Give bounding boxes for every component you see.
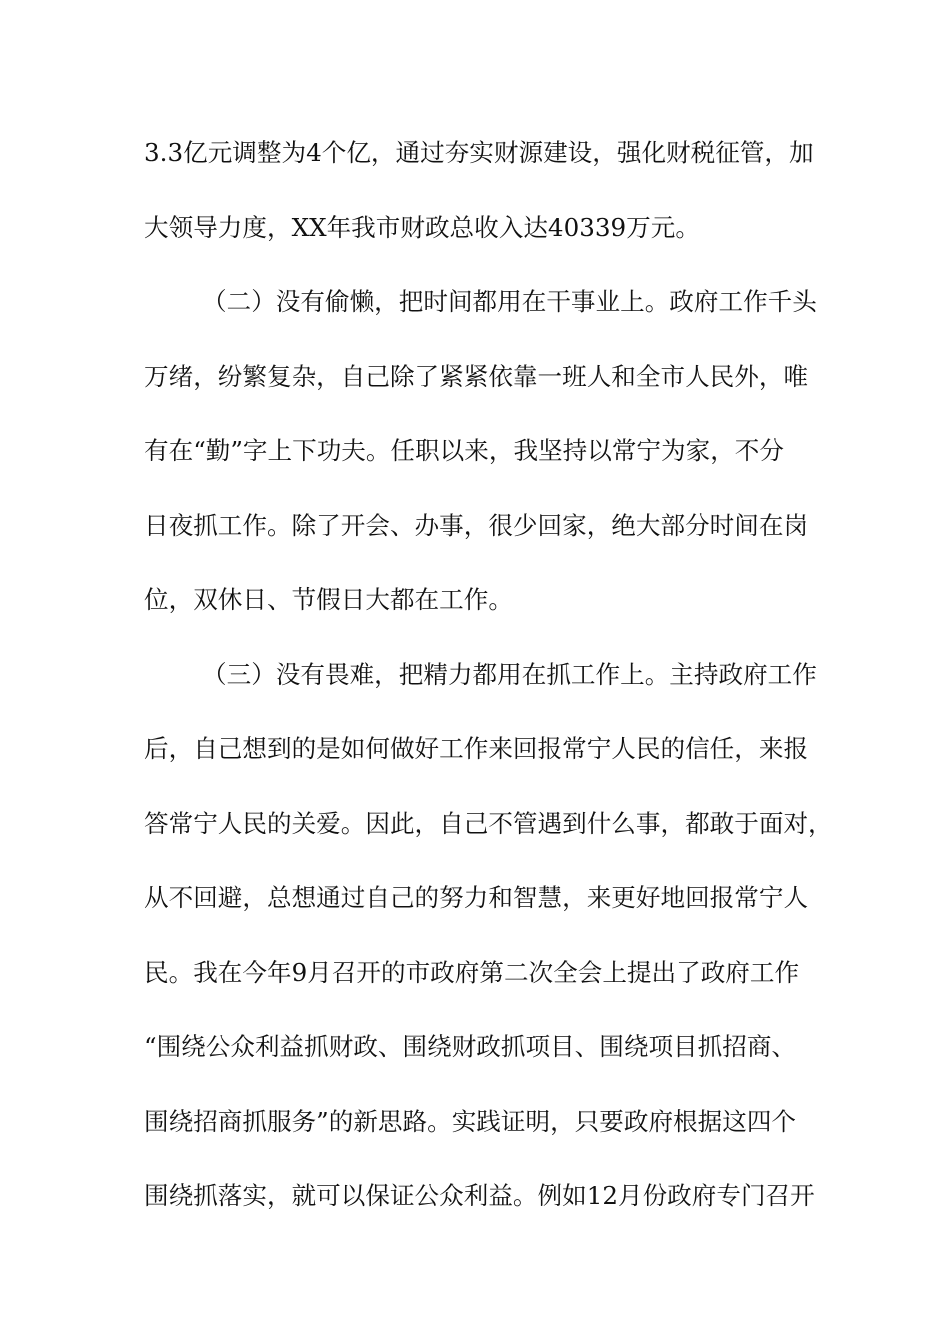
paragraph-start-line: （三）没有畏难，把精力都用在抓工作上。主持政府工作: [202, 659, 817, 689]
text-line: 万绪，纷繁复杂，自己除了紧紧依靠一班人和全市人民外，唯: [144, 361, 809, 391]
body-text: [144, 128, 833, 1246]
text-line: 后，自己想到的是如何做好工作来回报常宁人民的信任，来报: [144, 734, 809, 763]
text-line: 民。我在今年9月召开的市政府第二次全会上提出了政府工作: [144, 957, 800, 987]
text-line: 大领导力度，XX年我市财政总收入达40339万元。: [144, 212, 700, 242]
text-line: 围绕招商抓服务”的新思路。实践证明，只要政府根据这四个: [144, 1106, 797, 1136]
text-line: 有在“勤”字上下功夫。任职以来，我坚持以常宁为家，不分: [144, 436, 784, 465]
text-line: 答常宁人民的关爱。因此，自己不管遇到什么事，都敢于面对，: [144, 808, 833, 838]
text-line: “围绕公众利益抓财政、围绕财政抓项目、围绕项目抓招商、: [144, 1032, 797, 1061]
text-line: 围绕抓落实，就可以保证公众利益。例如12月份政府专门召开: [144, 1181, 815, 1210]
text-line: 日夜抓工作。除了开会、办事，很少回家，绝大部分时间在岗: [144, 510, 809, 540]
text-line: 3.3亿元调整为4个亿，通过夯实财源建设，强化财税征管，加: [144, 138, 814, 167]
text-line: 从不回避，总想通过自己的努力和智慧，来更好地回报常宁人: [144, 883, 809, 912]
text-line: 位，双休日、节假日大都在工作。: [144, 585, 513, 614]
paragraph-start-line: （二）没有偷懒，把时间都用在干事业上。政府工作千头: [202, 287, 817, 316]
